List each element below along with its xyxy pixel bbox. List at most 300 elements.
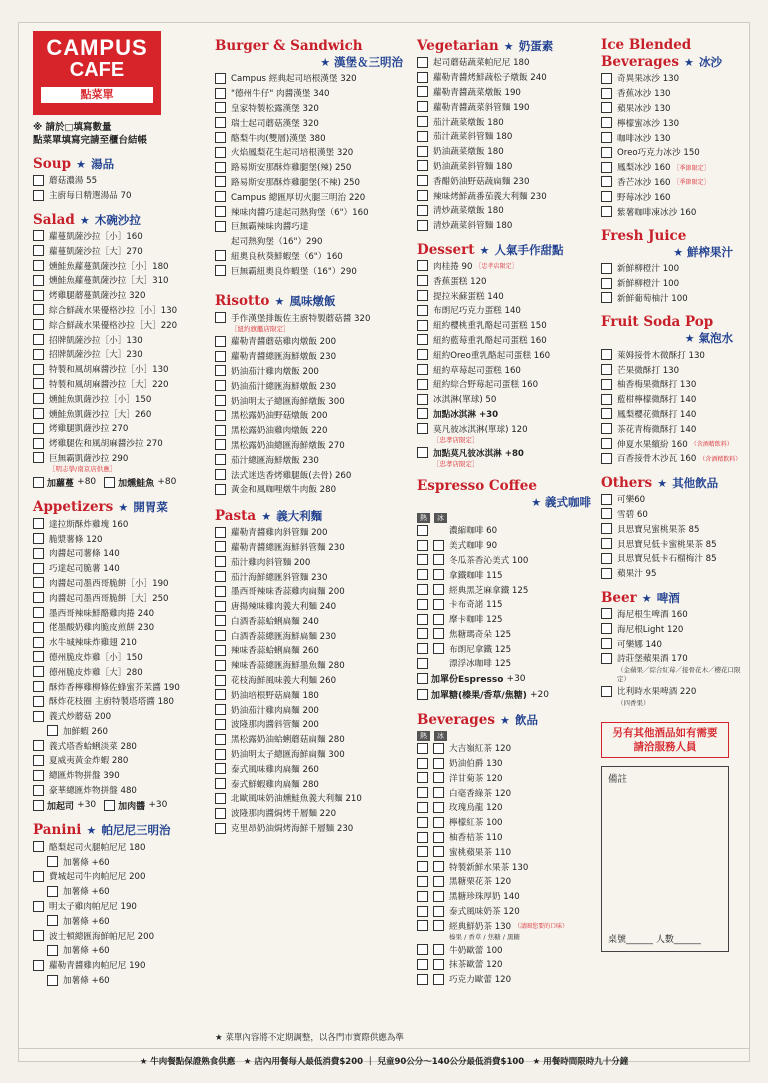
menu-item (417, 800, 599, 815)
quantity-checkbox[interactable] (601, 132, 612, 143)
menu-item (215, 378, 411, 393)
menu-item (215, 673, 411, 688)
quantity-checkbox[interactable] (417, 57, 428, 68)
menu-item (417, 859, 599, 874)
menu-item (33, 650, 213, 665)
quantity-checkbox[interactable] (601, 553, 612, 564)
quantity-checkbox[interactable] (417, 832, 428, 843)
menu-item (215, 86, 411, 101)
menu-item (417, 377, 599, 392)
menu-item-label: 花枝海鮮風味義大利麵 260 (231, 676, 337, 687)
quantity-checkbox[interactable] (33, 290, 44, 301)
quantity-checkbox[interactable] (33, 592, 44, 603)
item-note: ［忠孝店限定］ (433, 436, 479, 445)
quantity-checkbox[interactable] (601, 523, 612, 534)
menu-item (33, 288, 213, 303)
quantity-checkbox[interactable] (215, 73, 226, 84)
quantity-checkbox[interactable] (33, 666, 44, 677)
menu-item-label: 佬墨酸奶雞肉脆皮煎餅 230 (49, 623, 155, 634)
quantity-checkbox[interactable] (33, 452, 44, 463)
quantity-checkbox[interactable] (215, 162, 226, 173)
quantity-checkbox-ice[interactable] (433, 802, 444, 813)
quantity-checkbox[interactable] (417, 320, 428, 331)
checkbox[interactable] (104, 477, 115, 488)
quantity-checkbox[interactable] (417, 364, 428, 375)
menu-item-label: 芒果微酥打 130 (617, 365, 680, 376)
quantity-checkbox[interactable] (33, 711, 44, 722)
quantity-checkbox[interactable] (601, 623, 612, 634)
menu-item (601, 551, 741, 566)
quantity-checkbox[interactable] (47, 975, 58, 986)
quantity-checkbox[interactable] (215, 147, 226, 158)
menu-item (601, 407, 741, 422)
menu-item-label: 加點冰淇淋 +30 (433, 409, 499, 420)
quantity-checkbox-ice[interactable] (433, 628, 444, 639)
quantity-checkbox[interactable] (215, 615, 226, 626)
menu-item (215, 438, 411, 453)
menu-item (215, 702, 411, 717)
quantity-checkbox-ice[interactable] (433, 817, 444, 828)
menu-item-label: 紐約藍莓重乳酪起司蛋糕 160 (433, 335, 547, 346)
quantity-checkbox-ice[interactable] (433, 614, 444, 625)
checkbox[interactable] (33, 477, 44, 488)
menu-item (33, 753, 213, 768)
quantity-checkbox[interactable] (417, 408, 428, 419)
quantity-checkbox[interactable] (47, 886, 58, 897)
quantity-checkbox[interactable] (215, 265, 226, 276)
quantity-checkbox[interactable] (33, 607, 44, 618)
quantity-checkbox[interactable] (601, 638, 612, 649)
quantity-checkbox[interactable] (601, 394, 612, 405)
quantity-checkbox[interactable] (215, 206, 226, 217)
quantity-checkbox[interactable] (417, 876, 428, 887)
quantity-checkbox[interactable] (33, 651, 44, 662)
quantity-checkbox[interactable] (601, 608, 612, 619)
quantity-checkbox[interactable] (601, 508, 612, 519)
quantity-checkbox[interactable] (417, 72, 428, 83)
quantity-checkbox[interactable] (33, 681, 44, 692)
menu-item (33, 362, 213, 377)
quantity-checkbox[interactable] (215, 734, 226, 745)
quantity-checkbox[interactable] (33, 393, 44, 404)
quantity-checkbox[interactable] (215, 88, 226, 99)
quantity-checkbox[interactable] (417, 131, 428, 142)
quantity-checkbox[interactable] (215, 660, 226, 671)
quantity-checkbox[interactable] (215, 336, 226, 347)
quantity-checkbox[interactable] (601, 453, 612, 464)
quantity-checkbox[interactable] (33, 696, 44, 707)
menu-item (33, 839, 213, 854)
quantity-checkbox-ice[interactable] (433, 584, 444, 595)
quantity-checkbox[interactable] (33, 378, 44, 389)
quantity-checkbox[interactable] (33, 423, 44, 434)
quantity-checkbox[interactable] (33, 408, 44, 419)
quantity-checkbox[interactable] (215, 117, 226, 128)
menu-item-label: 濃縮咖啡 60 (449, 526, 498, 537)
quantity-checkbox[interactable] (33, 304, 44, 315)
menu-item-label: 波隆那肉醬焗烤千層麵 220 (231, 809, 337, 820)
quantity-checkbox[interactable] (33, 930, 44, 941)
quantity-checkbox[interactable] (417, 787, 428, 798)
quantity-checkbox[interactable] (215, 689, 226, 700)
menu-item-label: 香芒冰沙 160 (617, 177, 671, 188)
quantity-checkbox-ice[interactable] (433, 787, 444, 798)
quantity-checkbox-ice[interactable] (433, 743, 444, 754)
menu-item-label: 起司熱狗堡（16"）290 (231, 237, 323, 248)
quantity-checkbox[interactable] (601, 176, 612, 187)
quantity-checkbox[interactable] (417, 920, 428, 931)
quantity-checkbox-ice[interactable] (433, 920, 444, 931)
quantity-checkbox[interactable] (417, 861, 428, 872)
quantity-checkbox[interactable] (215, 469, 226, 480)
quantity-checkbox[interactable] (215, 191, 226, 202)
quantity-checkbox[interactable] (601, 686, 612, 697)
quantity-checkbox[interactable] (417, 959, 428, 970)
menu-item-label: 黑松露奶油蛤蜊蘑菇扁麵 280 (231, 735, 345, 746)
menu-item-label: 白酒香蒜總匯海鮮扁麵 230 (231, 631, 337, 642)
menu-item-label: 蘿勒青醬總匯海鮮斜管麵 230 (231, 542, 345, 553)
quantity-checkbox[interactable] (417, 974, 428, 985)
menu-item (601, 536, 741, 551)
menu-item (417, 612, 599, 627)
quantity-checkbox[interactable] (417, 743, 428, 754)
quantity-checkbox[interactable] (417, 394, 428, 405)
checkbox[interactable] (417, 673, 428, 684)
quantity-checkbox-ice[interactable] (433, 959, 444, 970)
quantity-checkbox[interactable] (33, 349, 44, 360)
quantity-checkbox[interactable] (47, 945, 58, 956)
quantity-checkbox[interactable] (47, 915, 58, 926)
menu-item-label: 泰式鮮蝦雞肉扁麵 280 (231, 779, 319, 790)
quantity-checkbox[interactable] (601, 117, 612, 128)
quantity-checkbox[interactable] (601, 162, 612, 173)
quantity-checkbox[interactable] (33, 755, 44, 766)
quantity-checkbox[interactable] (33, 319, 44, 330)
quantity-checkbox[interactable] (215, 351, 226, 362)
quantity-checkbox[interactable] (601, 73, 612, 84)
quantity-checkbox[interactable] (215, 571, 226, 582)
quantity-checkbox[interactable] (601, 206, 612, 217)
menu-item-label: 黑松露奶油雞肉燉飯 220 (231, 426, 328, 437)
quantity-checkbox[interactable] (215, 630, 226, 641)
quantity-checkbox[interactable] (215, 645, 226, 656)
quantity-checkbox[interactable] (215, 556, 226, 567)
menu-item (417, 830, 599, 845)
menu-item (601, 115, 741, 130)
quantity-checkbox[interactable] (47, 856, 58, 867)
quantity-checkbox[interactable] (417, 160, 428, 171)
quantity-checkbox[interactable] (215, 808, 226, 819)
menu-item (215, 263, 411, 278)
menu-item-label: 經典黑芝麻拿鐵 125 (449, 585, 529, 596)
quantity-checkbox[interactable] (215, 541, 226, 552)
quantity-checkbox[interactable] (417, 758, 428, 769)
quantity-checkbox[interactable] (215, 102, 226, 113)
menu-item (33, 694, 213, 709)
menu-item-label: 辣味香蒜總匯海鮮墨魚麵 280 (231, 661, 345, 672)
quantity-checkbox[interactable] (47, 725, 58, 736)
quantity-checkbox[interactable] (417, 584, 428, 595)
quantity-checkbox[interactable] (601, 568, 612, 579)
quantity-checkbox[interactable] (33, 740, 44, 751)
quantity-checkbox[interactable] (33, 563, 44, 574)
menu-item-label: 紐約草莓起司蛋糕 160 (433, 365, 521, 376)
quantity-checkbox[interactable] (601, 102, 612, 113)
quantity-checkbox[interactable] (33, 785, 44, 796)
menu-item (215, 776, 411, 791)
quantity-checkbox[interactable] (33, 548, 44, 559)
espresso-addon-1: 加單份Espresso +30 (417, 671, 599, 687)
quantity-checkbox[interactable] (33, 364, 44, 375)
quantity-checkbox[interactable] (601, 364, 612, 375)
footer-policies: ★ 牛肉餐點保證熟食供應 ★ 店內用餐每人最低消費$200 ｜ 兒童90公分～140公分最低消費$100 ★ 用餐時間限時九十分鐘 (18, 1048, 750, 1067)
quantity-checkbox[interactable] (417, 525, 428, 536)
menu-item-label: 香醋奶油野菇蔬扁麵 230 (433, 176, 530, 187)
quantity-checkbox[interactable] (417, 423, 428, 434)
quantity-checkbox[interactable] (33, 622, 44, 633)
quantity-checkbox-ice[interactable] (433, 846, 444, 857)
quantity-checkbox[interactable] (33, 438, 44, 449)
menu-item (417, 421, 599, 436)
menu-item-label: 泰式風味奶茶 120 (449, 907, 520, 918)
quantity-checkbox[interactable] (601, 379, 612, 390)
quantity-checkbox[interactable] (215, 132, 226, 143)
quantity-checkbox[interactable] (601, 538, 612, 549)
menu-item-label: 烤雞腿佐和風胡麻醬沙拉 270 (49, 439, 163, 450)
quantity-checkbox[interactable] (215, 763, 226, 774)
quantity-checkbox-ice[interactable] (433, 643, 444, 654)
quantity-checkbox[interactable] (215, 250, 226, 261)
menu-item (417, 273, 599, 288)
menu-item-label: 波士頓總匯海鮮帕尼尼 200 (49, 931, 155, 942)
menu-item (417, 129, 599, 144)
menu-item-label: 冰淇淋(單球) 50 (433, 395, 497, 406)
quantity-checkbox[interactable] (417, 944, 428, 955)
quantity-checkbox[interactable] (417, 175, 428, 186)
quantity-checkbox[interactable] (215, 823, 226, 834)
quantity-checkbox[interactable] (215, 454, 226, 465)
quantity-checkbox[interactable] (601, 191, 612, 202)
hot-ice-header: 熱 冰 (417, 513, 599, 523)
quantity-checkbox[interactable] (215, 675, 226, 686)
menu-item (33, 332, 213, 347)
quantity-checkbox-ice[interactable] (433, 876, 444, 887)
quantity-checkbox[interactable] (417, 906, 428, 917)
quantity-checkbox[interactable] (417, 643, 428, 654)
quantity-checkbox[interactable] (215, 719, 226, 730)
quantity-checkbox[interactable] (601, 278, 612, 289)
menu-item-label: 北歐風味奶油燻鮭魚義大利麵 210 (231, 794, 362, 805)
menu-item (33, 273, 213, 288)
quantity-checkbox[interactable] (33, 577, 44, 588)
quantity-checkbox[interactable] (33, 533, 44, 544)
quantity-checkbox[interactable] (215, 527, 226, 538)
quantity-checkbox[interactable] (215, 380, 226, 391)
quantity-checkbox[interactable] (417, 86, 428, 97)
quantity-checkbox-ice[interactable] (433, 832, 444, 843)
quantity-checkbox-ice[interactable] (433, 758, 444, 769)
quantity-checkbox[interactable] (215, 176, 226, 187)
menu-item-label: 波隆那肉醬斜管麵 200 (231, 720, 319, 731)
quantity-checkbox[interactable] (215, 395, 226, 406)
quantity-checkbox[interactable] (215, 410, 226, 421)
checkbox[interactable] (33, 800, 44, 811)
menu-item (33, 783, 213, 798)
section-risotto: Risotto ★ 風味燉飯 (215, 293, 336, 310)
menu-item (215, 452, 411, 467)
other-drinks-notice: 另有其他酒品如有需要 請洽服務人員 (601, 722, 729, 758)
checkbox[interactable] (104, 800, 115, 811)
quantity-checkbox-ice[interactable] (433, 540, 444, 551)
menu-item (215, 687, 411, 702)
quantity-checkbox[interactable] (417, 658, 428, 669)
quantity-checkbox[interactable] (601, 438, 612, 449)
quantity-checkbox[interactable] (601, 147, 612, 158)
quantity-checkbox[interactable] (215, 601, 226, 612)
menu-item (33, 590, 213, 605)
quantity-checkbox-ice[interactable] (433, 974, 444, 985)
menu-item-label: 綜合鮮蔬水果優格沙拉［小］130 (49, 305, 178, 316)
quantity-checkbox[interactable] (215, 749, 226, 760)
quantity-checkbox[interactable] (33, 260, 44, 271)
quantity-checkbox[interactable] (417, 260, 428, 271)
menu-item-label: 漂浮冰咖啡 125 (449, 659, 512, 670)
quantity-checkbox[interactable] (601, 349, 612, 360)
menu-item (33, 258, 213, 273)
quantity-checkbox[interactable] (417, 447, 428, 458)
quantity-checkbox-ice[interactable] (433, 569, 444, 580)
menu-item (33, 451, 213, 466)
quantity-checkbox[interactable] (417, 614, 428, 625)
quantity-checkbox[interactable] (417, 290, 428, 301)
quantity-checkbox[interactable] (417, 305, 428, 316)
quantity-checkbox[interactable] (601, 494, 612, 505)
quantity-checkbox[interactable] (215, 586, 226, 597)
quantity-checkbox[interactable] (417, 846, 428, 857)
quantity-checkbox[interactable] (33, 245, 44, 256)
quantity-checkbox[interactable] (33, 334, 44, 345)
quantity-checkbox[interactable] (417, 817, 428, 828)
menu-item-label: 伸夏水果繽紛 160 (617, 439, 688, 450)
quantity-checkbox[interactable] (601, 423, 612, 434)
quantity-checkbox[interactable] (417, 628, 428, 639)
quantity-checkbox[interactable] (601, 292, 612, 303)
quantity-checkbox[interactable] (601, 263, 612, 274)
quantity-checkbox[interactable] (601, 653, 612, 664)
quantity-checkbox-ice[interactable] (433, 599, 444, 610)
quantity-checkbox-ice[interactable] (433, 772, 444, 783)
quantity-checkbox[interactable] (215, 793, 226, 804)
quantity-checkbox[interactable] (33, 518, 44, 529)
quantity-checkbox[interactable] (33, 637, 44, 648)
quantity-checkbox[interactable] (417, 554, 428, 565)
quantity-checkbox[interactable] (417, 891, 428, 902)
quantity-checkbox[interactable] (33, 901, 44, 912)
menu-item (601, 276, 741, 291)
checkbox[interactable] (417, 689, 428, 700)
quantity-checkbox[interactable] (215, 439, 226, 450)
quantity-checkbox[interactable] (417, 205, 428, 216)
memo-box[interactable]: 備註 桌號______ 人數______ (601, 766, 729, 952)
menu-item (33, 709, 213, 724)
quantity-checkbox[interactable] (33, 190, 44, 201)
menu-item (33, 516, 213, 531)
menu-item-label: 冬瓜茶香沁美式 100 (449, 555, 529, 566)
menu-item-label: 咖啡冰沙 130 (617, 133, 671, 144)
quantity-checkbox[interactable] (417, 146, 428, 157)
quantity-checkbox[interactable] (417, 334, 428, 345)
menu-item (33, 854, 213, 869)
menu-item-label: 提拉米蘇蛋糕 140 (433, 291, 504, 302)
quantity-checkbox[interactable] (417, 599, 428, 610)
menu-item-label: 大吉嶺紅茶 120 (449, 744, 512, 755)
menu-item-label: 德州脆皮炸雞［小］150 (49, 652, 143, 663)
quantity-checkbox[interactable] (33, 871, 44, 882)
quantity-checkbox[interactable] (215, 778, 226, 789)
quantity-checkbox[interactable] (215, 484, 226, 495)
quantity-checkbox[interactable] (215, 312, 226, 323)
menu-item (33, 576, 213, 591)
section-burger: Burger & Sandwich ★ 漢堡＆三明治 (215, 38, 403, 69)
item-tag: （請圈您要的口味） (514, 923, 569, 931)
quantity-checkbox[interactable] (601, 88, 612, 99)
quantity-checkbox[interactable] (417, 116, 428, 127)
quantity-checkbox[interactable] (417, 220, 428, 231)
quantity-checkbox[interactable] (417, 379, 428, 390)
quantity-checkbox[interactable] (417, 540, 428, 551)
quantity-checkbox-ice[interactable] (433, 554, 444, 565)
item-note: ［忠孝店限定］ (433, 459, 479, 468)
menu-item (215, 423, 411, 438)
menu-item (417, 874, 599, 889)
quantity-checkbox[interactable] (33, 275, 44, 286)
menu-item-label: 牛奶歐蕾 100 (449, 945, 503, 956)
quantity-checkbox[interactable] (601, 408, 612, 419)
table-number-field[interactable]: 桌號______ (608, 934, 654, 945)
quantity-checkbox-ice[interactable] (433, 861, 444, 872)
menu-item (33, 377, 213, 392)
menu-item-label: 摩卡咖啡 125 (449, 615, 503, 626)
quantity-checkbox-ice[interactable] (433, 891, 444, 902)
quantity-checkbox[interactable] (33, 770, 44, 781)
quantity-checkbox[interactable] (33, 960, 44, 971)
quantity-checkbox[interactable] (215, 425, 226, 436)
quantity-checkbox[interactable] (417, 101, 428, 112)
menu-item-label: 皇家特製松露漢堡 320 (231, 103, 319, 114)
quantity-checkbox[interactable] (417, 802, 428, 813)
quantity-checkbox[interactable] (33, 841, 44, 852)
quantity-checkbox[interactable] (417, 349, 428, 360)
quantity-checkbox[interactable] (215, 704, 226, 715)
quantity-checkbox[interactable] (417, 569, 428, 580)
quantity-checkbox[interactable] (215, 221, 226, 232)
people-count-field[interactable]: 人數______ (655, 934, 701, 945)
menu-item (215, 658, 411, 673)
menu-item-label: 茄汁總匯海鮮燉飯 230 (231, 455, 319, 466)
quantity-checkbox-ice[interactable] (433, 944, 444, 955)
quantity-checkbox[interactable] (417, 772, 428, 783)
quantity-checkbox[interactable] (417, 190, 428, 201)
quantity-checkbox[interactable] (417, 275, 428, 286)
quantity-checkbox[interactable] (215, 365, 226, 376)
menu-item-label: Campus 經典起司培根漢堡 320 (231, 74, 357, 85)
quantity-checkbox[interactable] (33, 175, 44, 186)
menu-item-label: 布朗尼巧克力蛋糕 140 (433, 306, 521, 317)
quantity-checkbox-ice[interactable] (433, 906, 444, 917)
menu-item-label: 香蕉蛋糕 120 (433, 276, 487, 287)
menu-item-label: 白酒香蒜蛤蜊扁麵 240 (231, 616, 319, 627)
quantity-checkbox[interactable] (33, 230, 44, 241)
